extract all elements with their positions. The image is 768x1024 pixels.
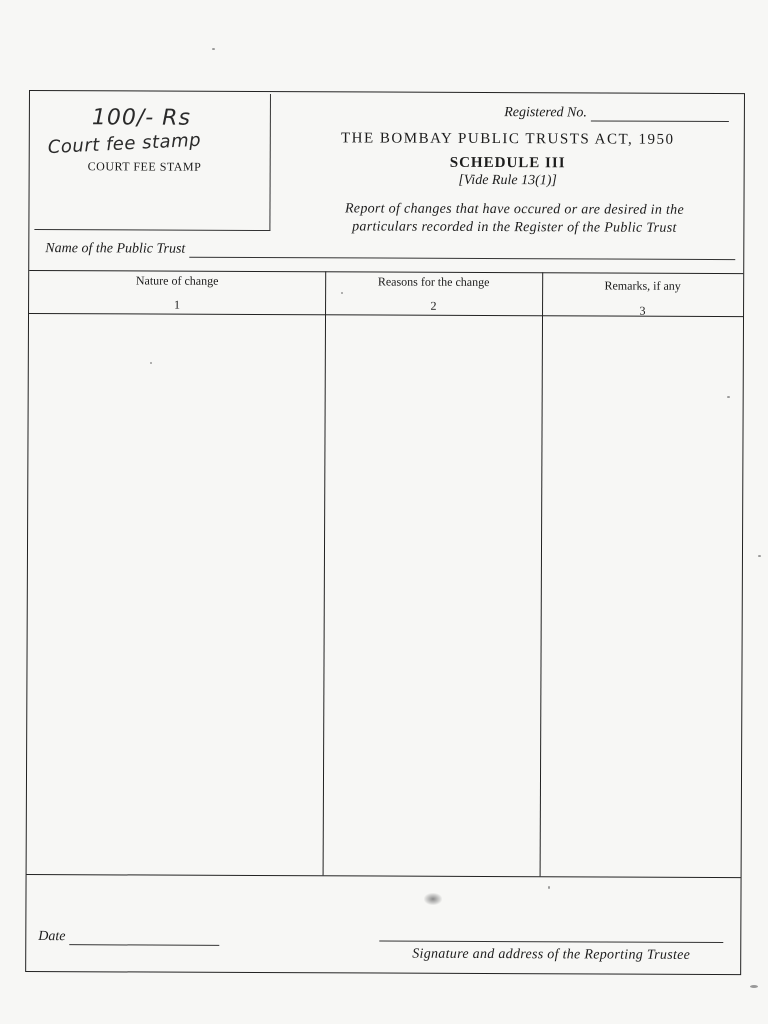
act-title: THE BOMBAY PUBLIC TRUSTS ACT, 1950 xyxy=(340,130,675,148)
column-header-remarks: Remarks, if any xyxy=(604,278,681,293)
column-number-2: 2 xyxy=(430,298,437,313)
column-number-1: 1 xyxy=(174,297,181,312)
column-number-3: 3 xyxy=(639,303,646,318)
registered-no-row xyxy=(504,105,729,122)
scan-speck xyxy=(212,48,215,50)
report-description-line1: Report of changes that have occured or are desired in the xyxy=(344,201,685,218)
scan-speck xyxy=(150,362,152,364)
date-field[interactable] xyxy=(69,932,219,946)
registered-no-field[interactable] xyxy=(591,106,729,122)
scan-speck xyxy=(727,396,730,398)
date-row xyxy=(38,929,219,946)
date-label: Date xyxy=(38,929,66,945)
scan-smudge xyxy=(424,893,442,905)
report-description xyxy=(294,200,734,238)
scan-speck xyxy=(750,985,758,988)
handwritten-stamp-amount: 100/- Rs xyxy=(91,105,192,131)
scan-speck xyxy=(548,886,550,889)
rule-reference: [Vide Rule 13(1)] xyxy=(458,172,557,189)
signature-field[interactable] xyxy=(379,941,723,944)
handwritten-stamp-note: Court fee stamp xyxy=(47,129,202,159)
court-fee-stamp-label: COURT FEE STAMP xyxy=(87,159,202,174)
signature-label: Signature and address of the Reporting Trustee xyxy=(412,946,691,963)
column-header-nature: Nature of change xyxy=(135,273,219,288)
scan-speck xyxy=(341,292,343,294)
column-header-reasons: Reasons for the change xyxy=(377,274,490,290)
court-fee-stamp-box xyxy=(34,93,271,231)
schedule-title: SCHEDULE III xyxy=(449,154,566,172)
trust-name-field[interactable] xyxy=(189,243,735,260)
form-header xyxy=(275,104,741,236)
schedule-iii-form xyxy=(25,90,745,975)
registered-no-label: Registered No. xyxy=(504,105,587,121)
column-divider-1 xyxy=(323,271,327,875)
trust-name-row xyxy=(45,241,735,260)
column-divider-2 xyxy=(540,272,544,876)
report-description-line2: particulars recorded in the Register of the Public Trust xyxy=(352,219,677,236)
trust-name-label: Name of the Public Trust xyxy=(45,241,186,257)
scan-speck xyxy=(758,555,761,557)
table-bottom-rule xyxy=(27,874,741,878)
